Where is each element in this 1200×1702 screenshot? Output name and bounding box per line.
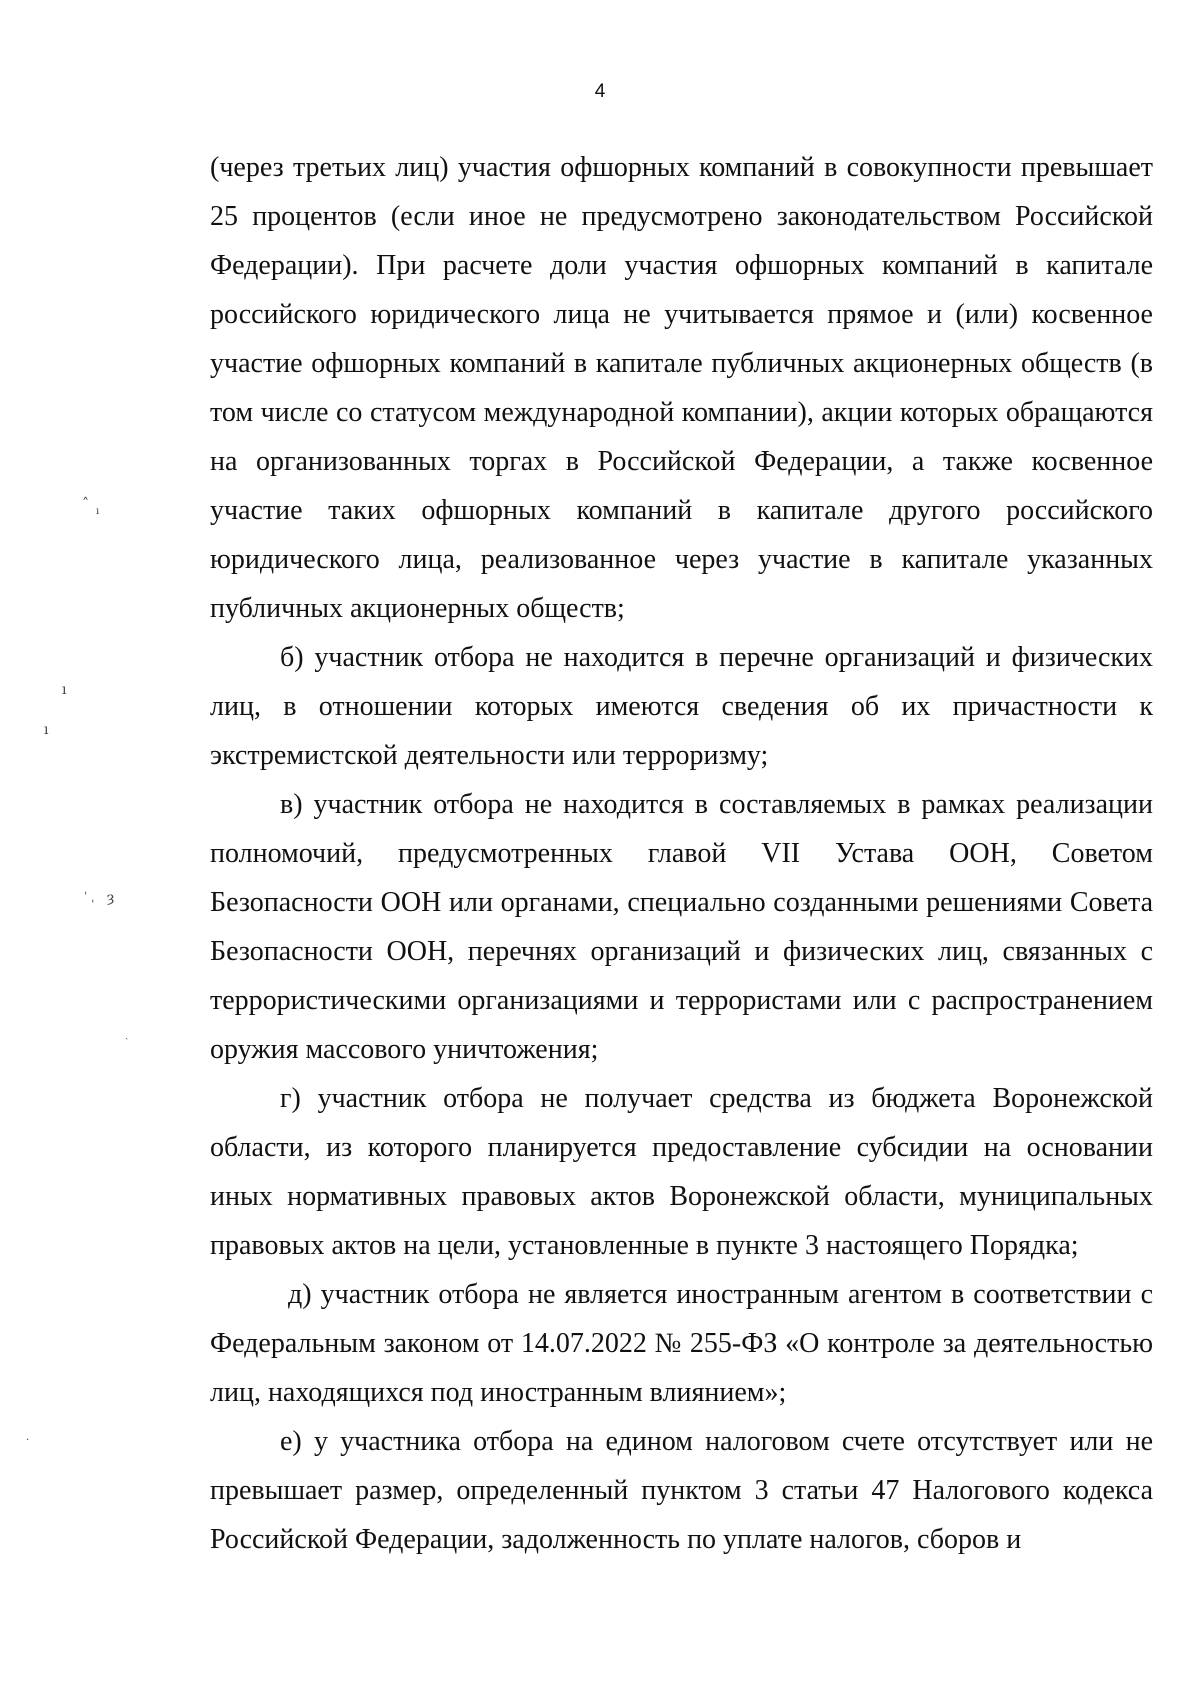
scan-speck: ı <box>44 722 49 738</box>
paragraph-b-extremism-list: б) участник отбора не находится в перечне организаций и физических лиц, в отношении которых имеются сведения об их причастности к экстремистской деятельности или терроризму; <box>210 642 1153 771</box>
paragraph-g-budget-funds: г) участник отбора не получает средства из бюджета Воронежской области, из которого планируется предоставление субсидии на основании иных нормативных правовых актов Воронежской области, муниципальных правовых актов на цели, установленные в пункте 3 настоящего Порядка; <box>210 1083 1153 1261</box>
paragraph-v-un-sanctions-list: в) участник отбора не находится в составляемых в рамках реализации полномочий, предусмотренных главой VII Устава ООН, Советом Безопасности ООН или органами, специально созданными решениями Совета Безопасности ООН, перечнях организаций и физических лиц, связанных с террористическими организациями и террористами или с распространением оружия массового уничтожения; <box>210 789 1153 1065</box>
scan-speck: ˄ <box>82 496 89 512</box>
scan-speck: ı <box>62 682 67 698</box>
paragraph-e-tax-debt: е) у участника отбора на едином налоговом счете отсутствует или не превышает размер, определенный пунктом 3 статьи 47 Налогового кодекса Российской Федерации, задолженность по уплате налогов, сборов и <box>210 1426 1153 1555</box>
scan-speck: ȝ <box>107 890 115 906</box>
paragraph-offshore-participation: (через третьих лиц) участия офшорных компаний в совокупности превышает 25 процентов (если иное не предусмотрено законодательством Российской Федерации). При расчете доли участия офшорных компаний в капитале российского юридического лица не учитывается прямое и (или) косвенное участие офшорных компаний в капитале публичных акционерных обществ (в том числе со статусом международной компании), акции которых обращаются на организованных торгах в Российской Федерации, а также косвенное участие таких офшорных компаний в капитале другого российского юридического лица, реализованное через участие в капитале указанных публичных акционерных обществ; <box>210 152 1153 624</box>
scan-speck: ı <box>96 506 100 517</box>
scan-speck: · <box>26 1435 30 1446</box>
document-body <box>210 143 1153 1564</box>
scan-speck: ˈ ˌ <box>84 890 95 904</box>
page-number: 4 <box>594 81 606 102</box>
scan-speck: ˎ <box>125 1029 129 1040</box>
paragraph-d-foreign-agent: д) участник отбора не является иностранным агентом в соответствии с Федеральным законом от 14.07.2022 № 255-ФЗ «О контроле за деятельностью лиц, находящихся под иностранным влиянием»; <box>210 1279 1153 1408</box>
